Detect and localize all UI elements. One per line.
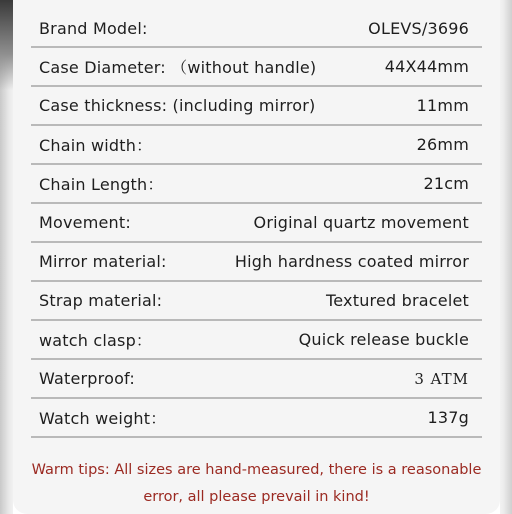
spec-label: Chain width： xyxy=(39,136,153,155)
spec-label: Case thickness: (including mirror) xyxy=(39,96,316,115)
spec-label: Brand Model: xyxy=(39,18,148,38)
spec-label: Chain Length： xyxy=(39,175,164,194)
spec-value: 137g xyxy=(427,408,469,427)
left-edge-dark-shadow xyxy=(0,0,13,90)
spec-value: Original quartz movement xyxy=(253,213,469,232)
spec-row-chain-width xyxy=(31,126,482,165)
warm-tips-note xyxy=(13,457,500,511)
spec-row-chain-length xyxy=(31,165,482,204)
spec-table xyxy=(31,10,482,438)
spec-value: 21cm xyxy=(423,174,469,193)
spec-value: 11mm xyxy=(416,96,469,115)
spec-row-mirror-material xyxy=(31,243,482,282)
spec-label: watch clasp： xyxy=(39,331,153,350)
spec-value: Quick release buckle xyxy=(298,330,469,349)
right-edge-shadow xyxy=(500,0,512,514)
spec-value: OLEVS/3696 xyxy=(368,18,469,38)
spec-value: 3 ATM xyxy=(414,369,469,388)
spec-label: Movement: xyxy=(39,213,131,232)
spec-row-case-thickness xyxy=(31,87,482,126)
spec-value: High hardness coated mirror xyxy=(234,252,469,271)
spec-row-strap-material xyxy=(31,282,482,321)
warm-tips-line-2: error, all please prevail in kind! xyxy=(143,489,370,505)
spec-label: Waterproof: xyxy=(39,369,135,388)
spec-value: 44X44mm xyxy=(384,57,469,76)
spec-value: Textured bracelet xyxy=(326,291,469,310)
spec-label: Watch weight： xyxy=(39,409,167,428)
warm-tips-line-1: Warm tips: All sizes are hand-measured, there is a reasonable xyxy=(31,462,482,478)
spec-row-movement xyxy=(31,204,482,243)
spec-label: Strap material: xyxy=(39,291,163,310)
spec-row-watch-weight xyxy=(31,399,482,438)
spec-row-brand-model xyxy=(31,10,482,48)
spec-value: 26mm xyxy=(416,135,469,154)
spec-row-watch-clasp xyxy=(31,321,482,360)
spec-row-case-diameter xyxy=(31,48,482,87)
spec-label: Case Diameter: （without handle) xyxy=(39,58,317,77)
spec-label: Mirror material: xyxy=(39,252,167,271)
spec-row-waterproof xyxy=(31,360,482,399)
